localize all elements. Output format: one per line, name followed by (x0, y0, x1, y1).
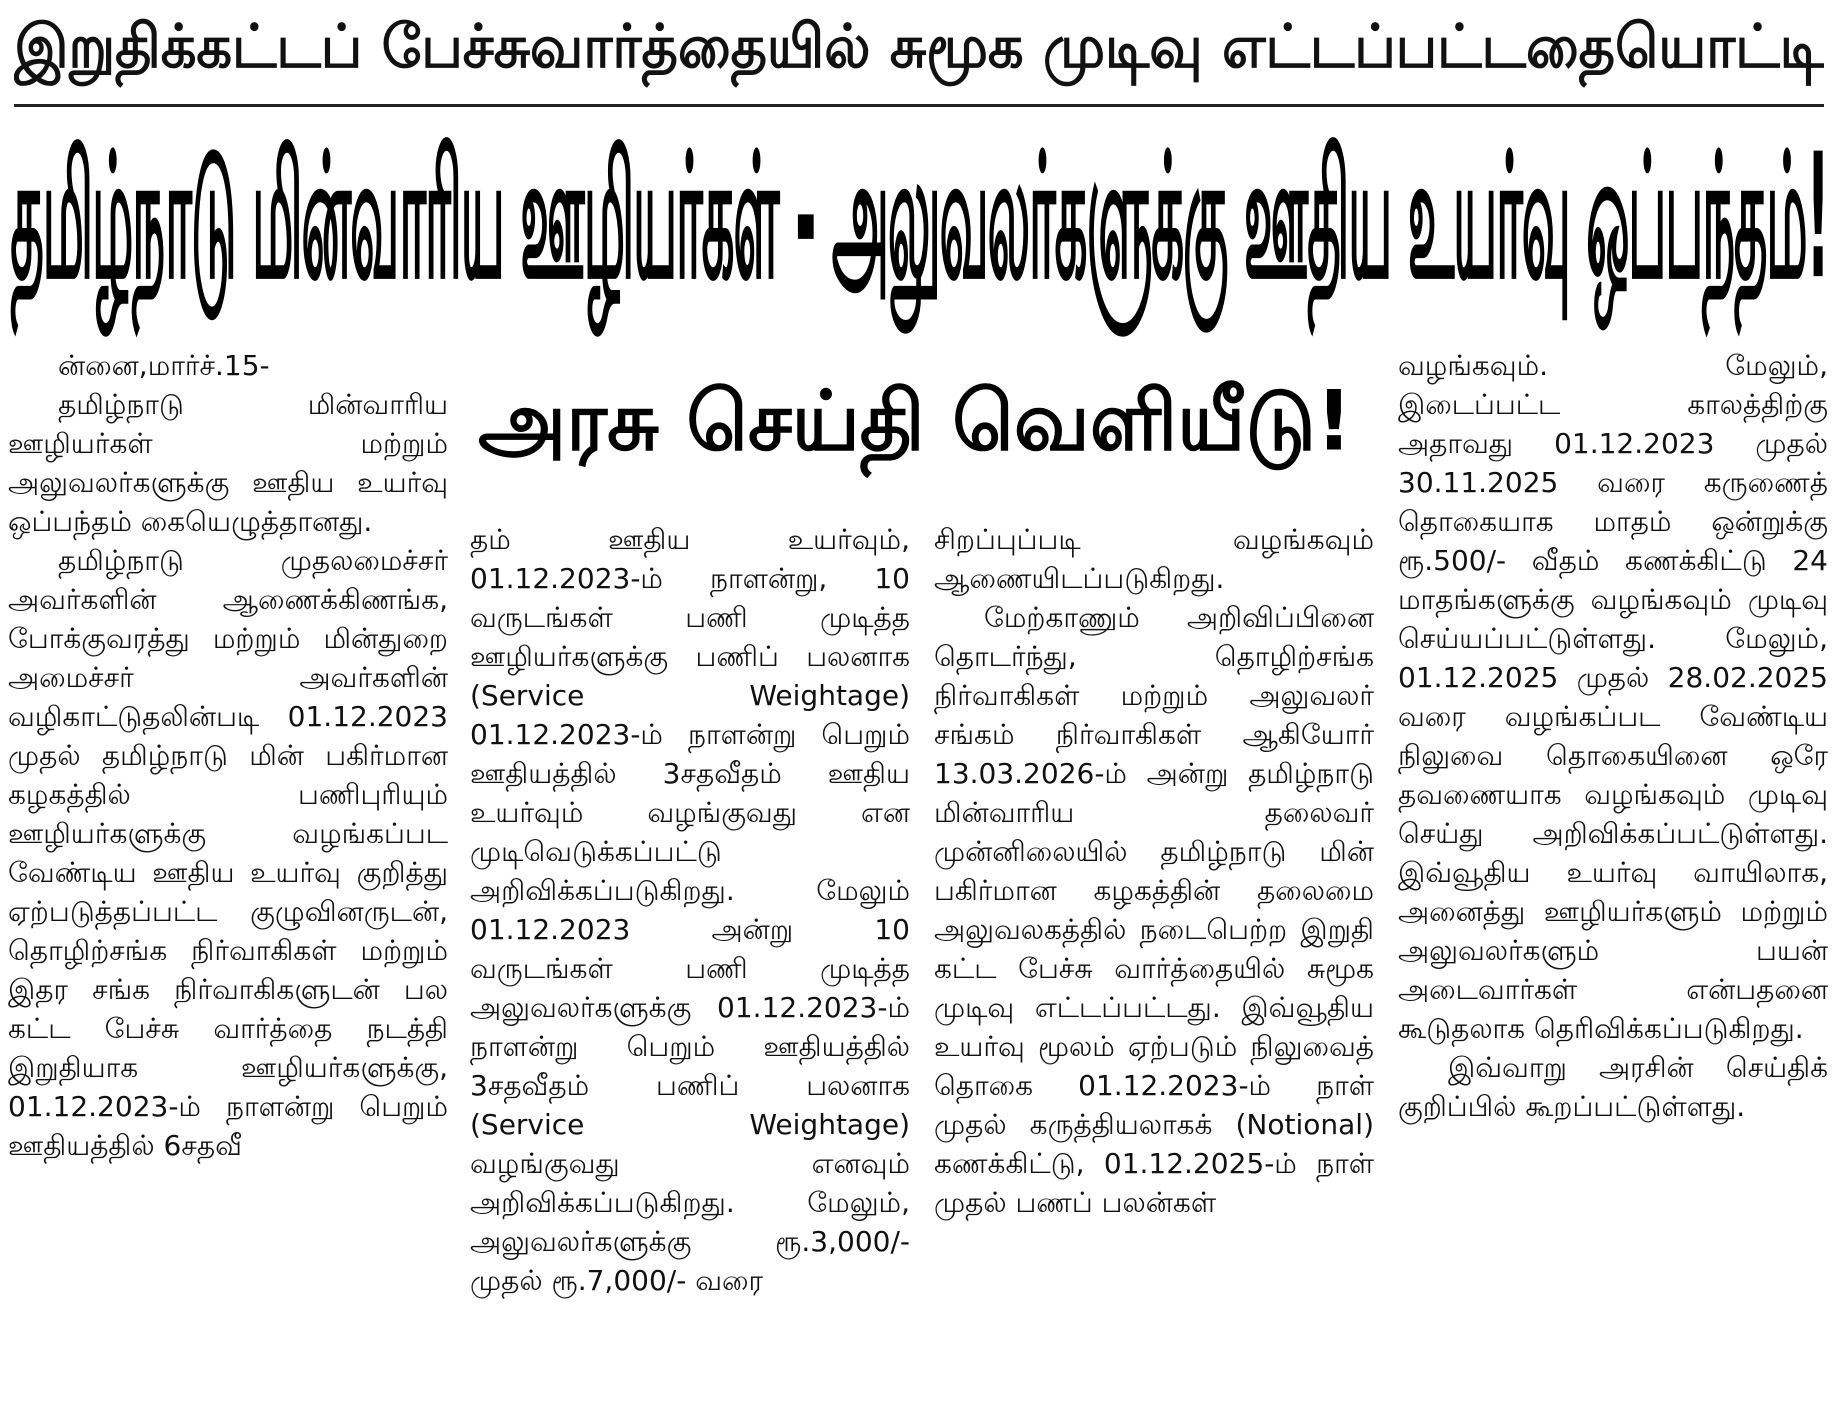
paragraph: வழங்கவும். மேலும், இடைப்பட்ட காலத்திற்கு அதாவது 01.12.2023 முதல் 30.11.2025 வரை கருணைத் தொகையாக மாதம் ஒன்றுக்கு ரூ.500/- வீதம் கணக்கிட்டு 24 மாதங்களுக்கு வழங்கவும் முடிவு செய்யப்பட்டுள்ளது. மேலும், 01.12.2025 முதல் 28.02.2025 வரை வழங்கப்பட வேண்டிய நிலுவை தொகையினை ஒரே தவணையாக வழங்கவும் முடிவு செய்து அறிவிக்கப்பட்டுள்ளது. இவ்வூதிய உயர்வு வாயிலாக, அனைத்து ஊழியர்களும் மற்றும் அலுவலர்களும் பயன் அடைவார்கள் என்பதனை கூடுதலாக தெரிவிக்கப்படுகிறது. (1398, 349, 1828, 1045)
paragraph: தமிழ்நாடு முதலமைச்சர் அவர்களின் ஆணைக்கிணங்க, போக்குவரத்து மற்றும் மின்துறை அமைச்சர் அவர்களின் வழிகாட்டுதலின்படி 01.12.2023 முதல் தமிழ்நாடு மின் பகிர்மான கழகத்தில் பணிபுரியும் ஊழியர்களுக்கு வழங்கப்பட வேண்டிய ஊதிய உயர்வு குறித்து ஏற்படுத்தப்பட்ட குழுவினருடன், தொழிற்சங்க நிர்வாகிகள் மற்றும் இதர சங்க நிர்வாகிகளுடன் பல கட்ட பேச்சு வார்த்தை நடத்தி இறுதியாக ஊழியர்களுக்கு, 01.12.2023-ம் நாளன்று பெறும் ஊதியத்தில் 6சதவீ (8, 544, 448, 1162)
article-column-1 (8, 346, 448, 1408)
kicker-divider (14, 104, 1824, 107)
paragraph: தம் ஊதிய உயர்வும், 01.12.2023-ம் நாளன்று, 10 வருடங்கள் பணி முடித்த ஊழியர்களுக்கு பணிப் பலனாக (Service Weightage) 01.12.2023-ம் நாளன்று பெறும் ஊதியத்தில் 3சதவீதம் ஊதிய உயர்வும் வழங்குவது என முடிவெடுக்கப்பட்டு அறிவிக்கப்படுகிறது. மேலும் 01.12.2023 அன்று 10 வருடங்கள் பணி முடித்த அலுவலர்களுக்கு 01.12.2023-ம் நாளன்று பெறும் ஊதியத்தில் 3சதவீதம் பணிப் பலனாக (Service Weightage) வழங்குவது எனவும் அறிவிக்கப்படுகிறது. மேலும், அலுவலர்களுக்கு ரூ.3,000/- முதல் ரூ.7,000/- வரை (470, 523, 910, 1297)
article-column-2 (470, 520, 910, 1408)
dateline: ன்னை,மார்ச்.15- (58, 349, 270, 382)
article-column-3 (934, 520, 1374, 1408)
paragraph: இவ்வாறு அரசின் செய்திக் குறிப்பில் கூறப்பட்டுள்ளது. (1398, 1051, 1828, 1123)
sub-headline (470, 372, 1360, 482)
paragraph: சிறப்புப்படி வழங்கவும் ஆணையிடப்படுகிறது. (934, 523, 1374, 595)
main-headline-text: தமிழ்நாடு மின்வாரிய ஊழியர்கள் - அலுவலர்களுக்கு ஊதிய உயர்வு ஒப்பந்தம்! (10, 116, 1828, 318)
kicker-text: இறுதிக்கட்டப் பேச்சுவார்த்தையில் சுமூக முடிவு எட்டப்பட்டதையொட்டி (14, 12, 1824, 82)
sub-headline-text: அரசு செய்தி வெளியீடு! (478, 373, 1352, 470)
paragraph: தமிழ்நாடு மின்வாரிய ஊழியர்கள் மற்றும் அலுவலர்களுக்கு ஊதிய உயர்வு ஒப்பந்தம் கையெழுத்தானது. (8, 388, 448, 538)
main-headline (10, 116, 1828, 342)
article-column-4 (1398, 346, 1828, 1408)
paragraph: மேற்காணும் அறிவிப்பினை தொடர்ந்து, தொழிற்சங்க நிர்வாகிகள் மற்றும் அலுவலர் சங்கம் நிர்வாகிகள் ஆகியோர் 13.03.2026-ம் அன்று தமிழ்நாடு மின்வாரிய தலைவர் முன்னிலையில் தமிழ்நாடு மின் பகிர்மான கழகத்தின் தலைமை அலுவலகத்தில் நடைபெற்ற இறுதி கட்ட பேச்சு வார்த்தையில் சுமூக முடிவு எட்டப்பட்டது. இவ்வூதிய உயர்வு மூலம் ஏற்படும் நிலுவைத் தொகை 01.12.2023-ம் நாள் முதல் கருத்தியலாகக் (Notional) கணக்கிட்டு, 01.12.2025-ம் நாள் முதல் பணப் பலன்கள் (934, 601, 1374, 1219)
kicker-heading (14, 2, 1824, 100)
